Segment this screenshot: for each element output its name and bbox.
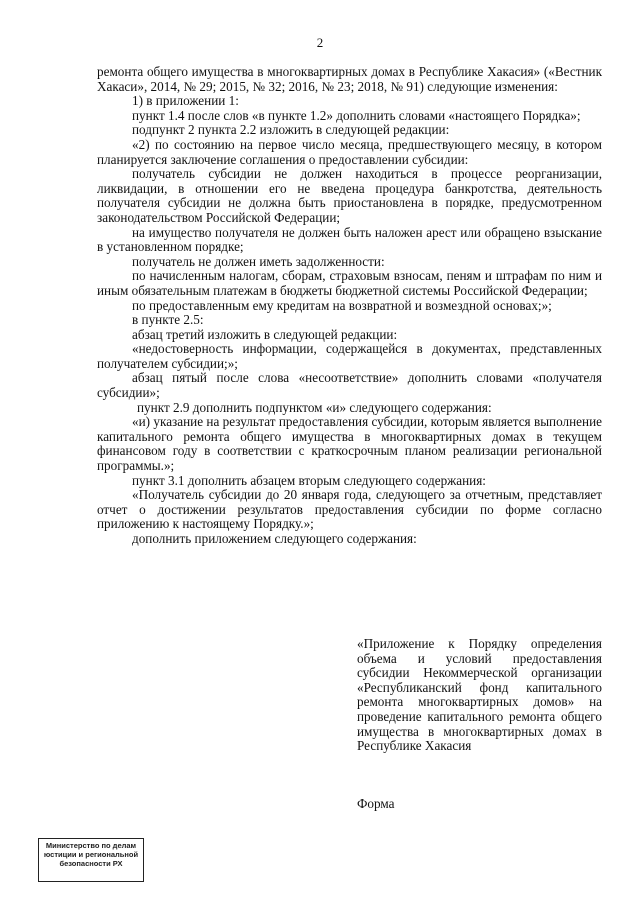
paragraph-add-appendix: дополнить приложением следующего содержания: — [132, 531, 417, 546]
paragraph-third-abzac: абзац третий изложить в следующей редакции: — [132, 326, 398, 342]
stamp-line-3: безопасности РХ — [59, 859, 123, 868]
paragraph-subitem-i: «и) указание на результат предоставления субсидии, которым является выполнение капитального ремонта общего имущества в многоквартирных домах в текущем финансовом году в соответствии с краткосрочным планом реализации региональной программы.»; — [97, 414, 602, 474]
paragraph-credits: по предоставленным ему кредитам на возвратной и возмездной основах;»; — [132, 297, 552, 313]
paragraph-report: «Получатель субсидии до 20 января года, следующего за отчетным, представляет отчет о достижении результатов предоставления субсидии по форме согласно приложению к настоящему Порядку.»; — [97, 487, 602, 532]
paragraph-item-1-4: пункт 1.4 после слов «в пункте 1.2» дополнить словами «настоящего Порядка»; — [132, 107, 581, 123]
ministry-stamp — [38, 838, 144, 882]
paragraph-inaccuracy: «недостоверность информации, содержащейся в документах, представленных получателем субсидии;»; — [97, 341, 602, 371]
paragraph-property-arrest: на имущество получателя не должен быть наложен арест или обращено взыскание в установленном порядке; — [97, 224, 602, 255]
paragraph-item-2-5: в пункте 2.5: — [132, 312, 204, 328]
paragraph-appendix-1: 1) в приложении 1: — [132, 93, 239, 109]
paragraph-intro: ремонта общего имущества в многоквартирных домах в Республике Хакасия» («Вестник Хакаси», 2014, № 29; 2015, № 32; 2016, № 23; 2018, № 91) следующие изменения: — [97, 64, 602, 94]
stamp-line-2: юстиции и региональной — [43, 850, 139, 859]
paragraph-item-3-1: пункт 3.1 дополнить абзацем вторым следующего содержания: — [132, 472, 486, 488]
page-number: 2 — [316, 35, 324, 50]
paragraph-taxes: по начисленным налогам, сборам, страховым взносам, пеням и штрафам по ним и иным обязательным платежам в бюджеты бюджетной системы Российской Федерации; — [97, 268, 602, 298]
stamp-line-1: Министерство по делам — [45, 841, 137, 850]
paragraph-quote-2: «2) по состоянию на первое число месяца, предшествующего месяцу, в котором планируется заключение соглашения о предоставлении субсидии: — [97, 136, 602, 167]
paragraph-no-debts: получатель не должен иметь задолженности: — [132, 253, 385, 269]
paragraph-fifth-abzac: абзац пятый после слова «несоответствие» дополнить словами «получателя субсидии»; — [97, 370, 602, 401]
paragraph-reorganization: получатель субсидии не должен находиться в процессе реорганизации, ликвидации, в отношении его не введена процедура банкротства, деятельность получателя субсидии не должна быть приостановлена в порядке, предусмотренном законодательством Российской Федерации; — [97, 166, 602, 225]
form-label: Форма — [357, 796, 395, 811]
appendix-heading: «Приложение к Порядку определения объема и условий предоставления субсидии Некоммерческой организации «Республиканский фонд капитального ремонта многоквартирных домов» на проведение капитального ремонта общего имущества в многоквартирных домах в Республике Хакасия — [357, 636, 602, 754]
paragraph-subitem-2-2: подпункт 2 пункта 2.2 изложить в следующей редакции: — [132, 122, 450, 138]
paragraph-item-2-9: пункт 2.9 дополнить подпунктом «и» следующего содержания: — [137, 399, 492, 415]
document-body — [97, 65, 602, 547]
